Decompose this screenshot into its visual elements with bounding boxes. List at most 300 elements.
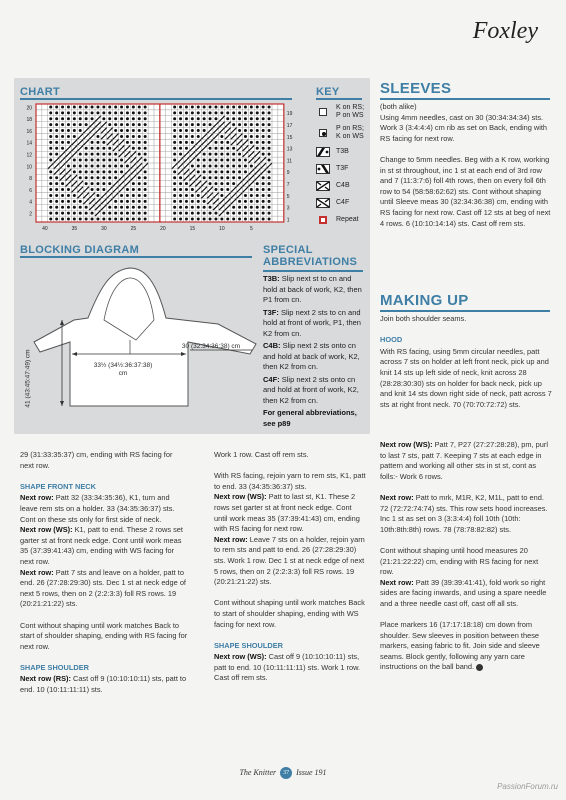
sleeves-para: Using 4mm needles, cast on 30 (30:34:34:34) sts. Work 3 (3:4:4:4) cm rib as set on Back, ending with RS facing for next row. bbox=[380, 112, 548, 143]
purl-dot bbox=[67, 141, 70, 144]
col3-para: Next row: Patt 39 (39:39:41:41), fold work so right sides are facing inwards, and using a spare needle and a three needle cast off, cast off all sts. bbox=[380, 577, 547, 608]
purl-dot bbox=[185, 188, 188, 191]
purl-dot bbox=[173, 117, 176, 120]
c4f-swatch-icon bbox=[316, 197, 330, 209]
purl-dot bbox=[61, 129, 64, 132]
purl-dot bbox=[144, 176, 147, 179]
purl-dot bbox=[138, 111, 141, 114]
purl-dot bbox=[173, 159, 176, 162]
purl-dot bbox=[220, 159, 223, 162]
purl-dot bbox=[197, 206, 200, 209]
purl-dot bbox=[91, 212, 94, 215]
purl-dot bbox=[114, 206, 117, 209]
purl-dot bbox=[220, 176, 223, 179]
purl-dot bbox=[108, 111, 111, 114]
purl-dot bbox=[244, 194, 247, 197]
purl-dot bbox=[209, 206, 212, 209]
purl-dot bbox=[214, 105, 217, 108]
purl-dot bbox=[132, 111, 135, 114]
purl-dot bbox=[173, 176, 176, 179]
purl-dot bbox=[144, 194, 147, 197]
purl-dot bbox=[120, 105, 123, 108]
magazine-name: The Knitter bbox=[239, 767, 277, 777]
purl-dot bbox=[85, 164, 88, 167]
sleeves-rule bbox=[380, 98, 550, 100]
purl-dot bbox=[132, 129, 135, 132]
purl-dot bbox=[91, 182, 94, 185]
purl-dot bbox=[73, 105, 76, 108]
purl-dot bbox=[73, 212, 76, 215]
abbr-item: T3B: Slip next st to cn and hold at back of work, K2, then P1 from cn. bbox=[263, 274, 362, 304]
purl-dot bbox=[49, 182, 52, 185]
chart-rule bbox=[20, 98, 292, 100]
purl-dot bbox=[268, 135, 271, 138]
purl-dot bbox=[238, 123, 241, 126]
purl-dot bbox=[191, 206, 194, 209]
sleeves-para: Change to 5mm needles. Beg with a K row, working in st st throughout, inc 1 st at each end of 3rd row and 7 (11:3:7:6) foll 4th rows, then on every foll 6th row to 54 (58:58:62:62) sts. Cont without shaping until Sleeve meas 30 (32:34:36:38) cm, ending with RS facing for next row. Cast off 12 sts at beg of next 4 rows. 6 (10:10:14:14) sts. Cast off rem sts. bbox=[380, 154, 551, 228]
purl-dot bbox=[144, 218, 147, 221]
purl-dot bbox=[232, 111, 235, 114]
knit-swatch-icon bbox=[316, 106, 330, 118]
purl-dot bbox=[120, 206, 123, 209]
purl-dot bbox=[238, 176, 241, 179]
purl-dot bbox=[102, 141, 105, 144]
purl-dot bbox=[179, 200, 182, 203]
col1-intro: 29 (31:33:35:37) cm, ending with RS facing for next row. bbox=[20, 450, 173, 470]
purl-dot bbox=[102, 170, 105, 173]
purl-dot bbox=[203, 206, 206, 209]
purl-dot bbox=[102, 218, 105, 221]
purl-dot bbox=[61, 123, 64, 126]
chart-col-label: 30 bbox=[101, 226, 107, 232]
purl-dot bbox=[67, 164, 70, 167]
purl-dot bbox=[244, 135, 247, 138]
purl-dot bbox=[238, 129, 241, 132]
purl-dot bbox=[256, 105, 259, 108]
purl-dot bbox=[49, 159, 52, 162]
purl-dot bbox=[55, 111, 58, 114]
purl-dot bbox=[79, 170, 82, 173]
purl-dot bbox=[67, 206, 70, 209]
purl-dot bbox=[232, 182, 235, 185]
col3-para: Next row (WS): Patt 7, P27 (27:27:28:28), pm, purl to last 7 sts, patt 7. Keeping 7 sts at each edge in pattern and working all other sts in st st, cont as folls:- Work 6 rows. bbox=[380, 440, 549, 481]
purl-dot bbox=[232, 153, 235, 156]
purl-dot bbox=[197, 159, 200, 162]
purl-dot bbox=[144, 206, 147, 209]
purl-dot bbox=[197, 194, 200, 197]
purl-dot bbox=[67, 218, 70, 221]
purl-dot bbox=[138, 182, 141, 185]
purl-dot bbox=[191, 212, 194, 215]
col3-para: Place markers 16 (17:17:18:18) cm down from shoulder. Sew sleeves in position between these markers, easing fabric to fit. Join side and sleeve seams. Block gently, following any yarn care instructions on the ball band. bbox=[380, 620, 540, 672]
purl-dot bbox=[73, 117, 76, 120]
purl-dot bbox=[120, 159, 123, 162]
purl-dot bbox=[214, 141, 217, 144]
purl-dot bbox=[244, 105, 247, 108]
purl-dot bbox=[108, 212, 111, 215]
purl-dot bbox=[120, 200, 123, 203]
purl-dot bbox=[226, 111, 229, 114]
purl-dot bbox=[232, 164, 235, 167]
purl-dot bbox=[191, 135, 194, 138]
chart-col-label: 20 bbox=[160, 226, 166, 232]
purl-dot bbox=[244, 218, 247, 221]
purl-dot bbox=[232, 212, 235, 215]
purl-dot bbox=[49, 170, 52, 173]
purl-dot bbox=[179, 153, 182, 156]
purl-dot bbox=[203, 159, 206, 162]
purl-dot bbox=[256, 206, 259, 209]
purl-dot bbox=[179, 135, 182, 138]
purl-dot bbox=[256, 182, 259, 185]
column-1 bbox=[20, 450, 188, 706]
purl-dot bbox=[226, 164, 229, 167]
purl-dot bbox=[108, 123, 111, 126]
purl-dot bbox=[73, 200, 76, 203]
purl-dot bbox=[114, 111, 117, 114]
purl-dot bbox=[79, 123, 82, 126]
purl-dot bbox=[203, 129, 206, 132]
purl-dot bbox=[268, 218, 271, 221]
purl-dot bbox=[197, 218, 200, 221]
purl-dot bbox=[126, 212, 129, 215]
purl-dot bbox=[108, 147, 111, 150]
repeat-swatch-icon bbox=[316, 214, 330, 226]
purl-dot bbox=[220, 147, 223, 150]
purl-dot bbox=[73, 218, 76, 221]
purl-dot bbox=[91, 176, 94, 179]
purl-dot bbox=[268, 200, 271, 203]
blocking-width-label: 33½ (34½:36:37:38) cm bbox=[93, 362, 153, 377]
purl-dot bbox=[191, 164, 194, 167]
purl-dot bbox=[126, 218, 129, 221]
chart-row-label: 9 bbox=[286, 170, 290, 177]
purl-dot bbox=[173, 111, 176, 114]
purl-dot bbox=[203, 105, 206, 108]
purl-dot bbox=[250, 141, 253, 144]
purl-dot bbox=[268, 170, 271, 173]
chart-row-labels-right bbox=[287, 111, 293, 223]
purl-dot bbox=[49, 123, 52, 126]
making-up-intro: Join both shoulder seams. bbox=[380, 314, 467, 323]
purl-dot bbox=[55, 212, 58, 215]
purl-dot bbox=[120, 164, 123, 167]
purl-dot bbox=[120, 212, 123, 215]
purl-dot bbox=[173, 170, 176, 173]
purl-dot bbox=[114, 176, 117, 179]
col2-para: Next row (WS): Patt to last st, K1. These 2 rows set garter st at front neck edge. Cont until work meas 35 (37:39:41:43) cm, ending with RS facing for next row. bbox=[214, 492, 360, 534]
purl-dot bbox=[197, 170, 200, 173]
purl-dot bbox=[91, 105, 94, 108]
purl-dot bbox=[179, 123, 182, 126]
purl-dot bbox=[114, 117, 117, 120]
purl-dot bbox=[91, 170, 94, 173]
purl-dot bbox=[250, 135, 253, 138]
purl-dot bbox=[191, 105, 194, 108]
purl-dot bbox=[244, 164, 247, 167]
making-up-heading: MAKING UP bbox=[380, 292, 469, 309]
purl-dot bbox=[102, 147, 105, 150]
purl-dot bbox=[61, 194, 64, 197]
purl-dot bbox=[262, 141, 265, 144]
purl-dot bbox=[55, 129, 58, 132]
purl-dot bbox=[244, 212, 247, 215]
purl-dot bbox=[55, 117, 58, 120]
purl-dot bbox=[185, 200, 188, 203]
purl-dot bbox=[220, 153, 223, 156]
purl-dot bbox=[256, 129, 259, 132]
col2-para: Work 1 row. Cast off rem sts. bbox=[214, 450, 309, 459]
purl-dot bbox=[209, 117, 212, 120]
purl-dot bbox=[220, 164, 223, 167]
purl-dot bbox=[203, 170, 206, 173]
hood-text: With RS facing, using 5mm circular needles, patt across 7 sts on holder at left front neck, pick up and knit 14 sts up left side of neck, knit across 28 (28:28:30:30) sts on holder for back neck, pick up and knit 14 sts down right side of neck, patt across 7 sts at right front neck. 70 (70:70:72:72) sts. bbox=[380, 346, 552, 409]
purl-dot bbox=[179, 188, 182, 191]
purl-dot bbox=[185, 135, 188, 138]
purl-dot bbox=[91, 153, 94, 156]
purl-dot bbox=[232, 117, 235, 120]
purl-dot bbox=[49, 194, 52, 197]
purl-dot bbox=[238, 117, 241, 120]
purl-dot bbox=[144, 159, 147, 162]
purl-dot bbox=[268, 159, 271, 162]
purl-dot bbox=[138, 200, 141, 203]
purl-dot bbox=[226, 176, 229, 179]
purl-dot bbox=[179, 129, 182, 132]
purl-dot bbox=[61, 206, 64, 209]
purl-dot bbox=[138, 105, 141, 108]
page-footer bbox=[0, 767, 566, 779]
chart-row-label: 1 bbox=[286, 217, 290, 224]
chart-col-label: 35 bbox=[71, 226, 78, 232]
purl-dot bbox=[238, 159, 241, 162]
purl-dot bbox=[102, 117, 105, 120]
purl-dot bbox=[79, 200, 82, 203]
purl-dot bbox=[126, 123, 129, 126]
purl-dot bbox=[220, 194, 223, 197]
purl-dot bbox=[203, 123, 206, 126]
shape-shoulder-heading: SHAPE SHOULDER bbox=[214, 640, 283, 650]
purl-dot bbox=[185, 141, 188, 144]
chart-row-label: 2 bbox=[29, 211, 32, 218]
purl-dot bbox=[238, 153, 241, 156]
purl-dot bbox=[232, 170, 235, 173]
purl-dot bbox=[102, 153, 105, 156]
purl-dot bbox=[85, 176, 88, 179]
purl-dot bbox=[191, 117, 194, 120]
purl-dot bbox=[91, 147, 94, 150]
purl-dot bbox=[268, 117, 271, 120]
purl-dot bbox=[67, 200, 70, 203]
purl-dot bbox=[55, 194, 58, 197]
purl-dot bbox=[79, 159, 82, 162]
purl-dot bbox=[226, 188, 229, 191]
purl-dot bbox=[114, 218, 117, 221]
hood-heading: HOOD bbox=[380, 335, 403, 345]
t3f-swatch-icon bbox=[316, 163, 330, 175]
purl-dot bbox=[126, 188, 129, 191]
purl-dot bbox=[209, 164, 212, 167]
key-item-c4b bbox=[316, 180, 370, 192]
purl-dot bbox=[238, 105, 241, 108]
purl-dot bbox=[132, 147, 135, 150]
purl-dot bbox=[173, 218, 176, 221]
purl-dot bbox=[138, 141, 141, 144]
key-item-t3b bbox=[316, 146, 370, 158]
purl-dot bbox=[55, 176, 58, 179]
purl-dot bbox=[185, 147, 188, 150]
purl-dot bbox=[67, 188, 70, 191]
purl-dot bbox=[179, 147, 182, 150]
purl-dot bbox=[185, 105, 188, 108]
purl-dot bbox=[262, 194, 265, 197]
watermark: PassionForum.ru bbox=[497, 782, 558, 791]
purl-dot bbox=[262, 123, 265, 126]
purl-dot bbox=[126, 164, 129, 167]
col1-para: Next row (RS): Cast off 9 (10:10:10:11) sts, patt to end. 10 (10:11:11:11) sts. bbox=[20, 674, 187, 695]
purl-dot bbox=[114, 123, 117, 126]
purl-dot bbox=[268, 141, 271, 144]
chart-col-label: 15 bbox=[189, 226, 196, 232]
purl-dot bbox=[209, 176, 212, 179]
purl-dot bbox=[214, 153, 217, 156]
purl-dot bbox=[209, 147, 212, 150]
sleeves-heading: SLEEVES bbox=[380, 80, 452, 97]
purl-dot bbox=[262, 182, 265, 185]
purl-dot bbox=[120, 170, 123, 173]
purl-swatch-icon bbox=[316, 127, 330, 139]
purl-dot bbox=[250, 212, 253, 215]
purl-dot bbox=[185, 218, 188, 221]
purl-dot bbox=[79, 218, 82, 221]
purl-dot bbox=[262, 188, 265, 191]
purl-dot bbox=[250, 111, 253, 114]
purl-dot bbox=[232, 218, 235, 221]
chart-col-label: 10 bbox=[219, 226, 225, 232]
col2-para: Next row: Leave 7 sts on a holder, rejoin yarn to rem sts and patt to end. 26 (27:28:29:30) sts. Work 1 row. Dec 1 st at neck edge of next 5 rows, then on 2 (2:2:3:3) foll RS rows. 19 (20:21:21:22) sts. bbox=[214, 534, 365, 587]
purl-dot bbox=[179, 141, 182, 144]
key-label: C4B bbox=[336, 182, 350, 189]
purl-dot bbox=[61, 218, 64, 221]
purl-dot bbox=[49, 176, 52, 179]
purl-dot bbox=[96, 182, 99, 185]
purl-dot bbox=[138, 123, 141, 126]
purl-dot bbox=[73, 135, 76, 138]
purl-dot bbox=[91, 141, 94, 144]
purl-dot bbox=[191, 188, 194, 191]
purl-dot bbox=[268, 176, 271, 179]
purl-dot bbox=[114, 170, 117, 173]
purl-dot bbox=[173, 188, 176, 191]
purl-dot bbox=[49, 218, 52, 221]
purl-dot bbox=[55, 218, 58, 221]
key-item-c4f bbox=[316, 197, 370, 209]
purl-dot bbox=[185, 194, 188, 197]
chart-row-label: 8 bbox=[29, 176, 32, 183]
chart-row-label: 16 bbox=[26, 128, 32, 135]
purl-dot bbox=[102, 159, 105, 162]
purl-dot bbox=[220, 188, 223, 191]
purl-dot bbox=[203, 164, 206, 167]
purl-dot bbox=[138, 117, 141, 120]
purl-dot bbox=[102, 111, 105, 114]
purl-dot bbox=[108, 176, 111, 179]
purl-dot bbox=[55, 123, 58, 126]
purl-dot bbox=[55, 188, 58, 191]
purl-dot bbox=[144, 129, 147, 132]
key-label: P on RS; K on WS bbox=[336, 125, 364, 140]
purl-dot bbox=[132, 200, 135, 203]
purl-dot bbox=[262, 135, 265, 138]
purl-dot bbox=[55, 206, 58, 209]
purl-dot bbox=[49, 141, 52, 144]
purl-dot bbox=[173, 105, 176, 108]
purl-dot bbox=[79, 164, 82, 167]
purl-dot bbox=[126, 105, 129, 108]
purl-dot bbox=[214, 218, 217, 221]
purl-dot bbox=[102, 188, 105, 191]
purl-dot bbox=[144, 105, 147, 108]
purl-dot bbox=[102, 212, 105, 215]
purl-dot bbox=[138, 212, 141, 215]
purl-dot bbox=[79, 176, 82, 179]
purl-dot bbox=[67, 117, 70, 120]
purl-dot bbox=[179, 206, 182, 209]
purl-dot bbox=[61, 147, 64, 150]
purl-dot bbox=[244, 206, 247, 209]
chart-row-label: 3 bbox=[286, 205, 290, 212]
purl-dot bbox=[250, 206, 253, 209]
purl-dot bbox=[262, 147, 265, 150]
purl-dot bbox=[197, 212, 200, 215]
purl-dot bbox=[197, 111, 200, 114]
purl-dot bbox=[262, 218, 265, 221]
purl-dot bbox=[61, 200, 64, 203]
purl-dot bbox=[256, 218, 259, 221]
purl-dot bbox=[256, 123, 259, 126]
key-item-repeat bbox=[316, 214, 370, 226]
purl-dot bbox=[91, 159, 94, 162]
purl-dot bbox=[132, 135, 135, 138]
purl-dot bbox=[214, 111, 217, 114]
sleeves-subheading: (both alike) bbox=[380, 102, 417, 111]
blocking-sleeve-label: 30 (32:34:36:38) cm bbox=[181, 343, 241, 350]
purl-dot bbox=[220, 170, 223, 173]
purl-dot bbox=[55, 182, 58, 185]
purl-dot bbox=[256, 141, 259, 144]
purl-dot bbox=[138, 188, 141, 191]
purl-dot bbox=[144, 212, 147, 215]
chart-row-label: 7 bbox=[286, 182, 290, 189]
purl-dot bbox=[197, 105, 200, 108]
purl-dot bbox=[226, 153, 229, 156]
purl-dot bbox=[209, 170, 212, 173]
purl-dot bbox=[144, 147, 147, 150]
blocking-length-label: 41 (43:45:47:49) cm bbox=[24, 349, 32, 408]
purl-dot bbox=[79, 153, 82, 156]
purl-dot bbox=[244, 159, 247, 162]
purl-dot bbox=[61, 105, 64, 108]
purl-dot bbox=[73, 170, 76, 173]
chart-grid bbox=[36, 104, 284, 222]
key-list bbox=[316, 104, 370, 231]
purl-dot bbox=[214, 212, 217, 215]
purl-dot bbox=[179, 212, 182, 215]
purl-dot bbox=[220, 111, 223, 114]
purl-dot bbox=[126, 111, 129, 114]
purl-dot bbox=[214, 147, 217, 150]
purl-dot bbox=[238, 164, 241, 167]
